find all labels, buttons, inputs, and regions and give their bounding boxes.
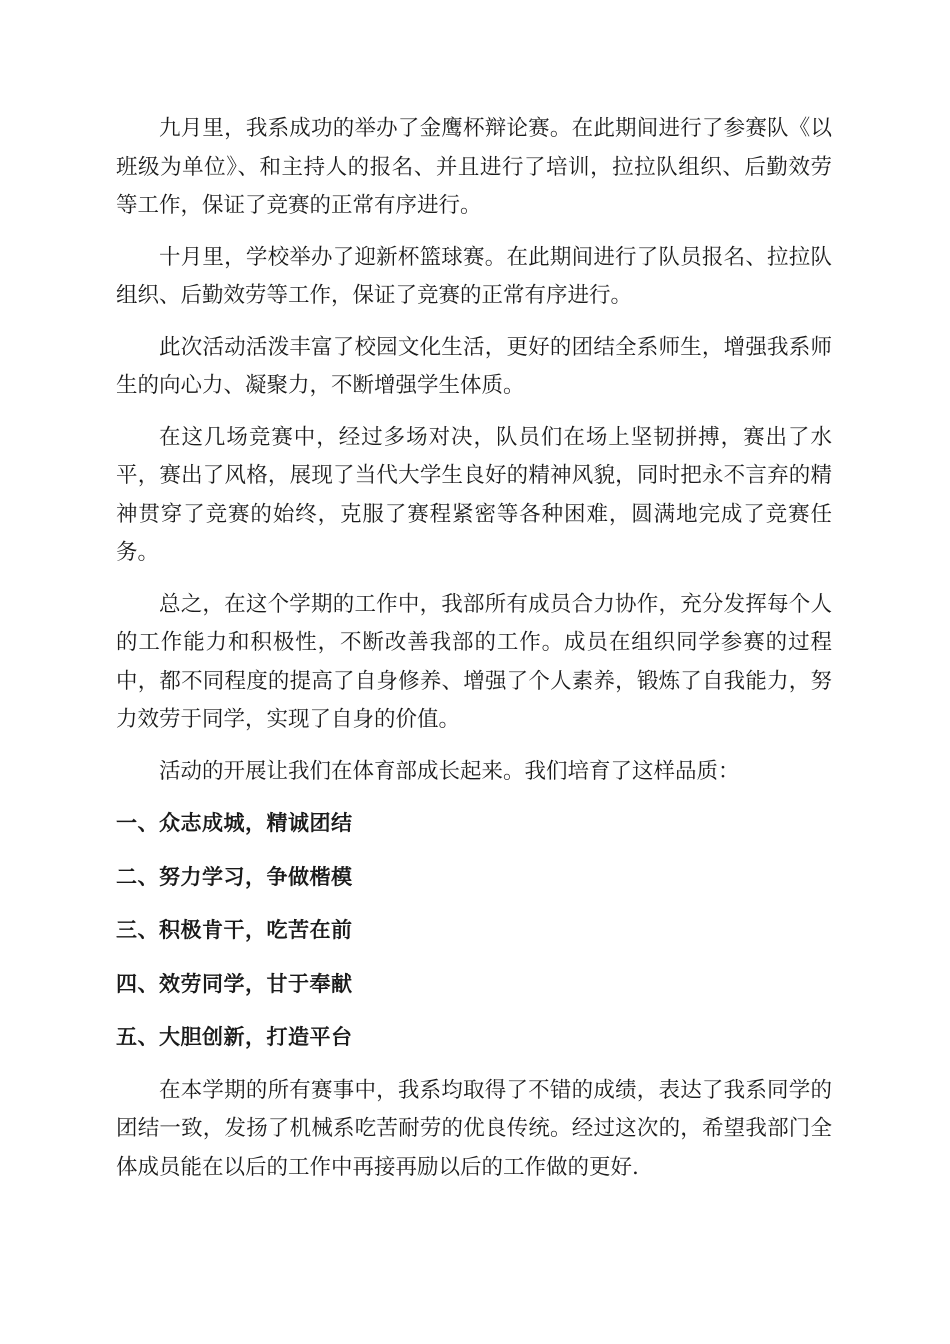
quality-item-5: 五、大胆创新，打造平台 (116, 1025, 353, 1049)
paragraph-debate-contest: 九月里，我系成功的举办了金鹰杯辩论赛。在此期间进行了参赛队《以班级为单位》、和主持人的报名、并且进行了培训，拉拉队组织、后勤效劳等工作，保证了竞赛的正常有序进行。 (116, 116, 832, 218)
paragraph-basketball-contest: 十月里，学校举办了迎新杯篮球赛。在此期间进行了队员报名、拉拉队组织、后勤效劳等工作，保证了竞赛的正常有序进行。 (116, 244, 832, 308)
quality-item-2: 二、努力学习，争做楷模 (116, 864, 353, 889)
paragraph-qualities-intro: 活动的开展让我们在体育部成长起来。我们培育了这样品质： (159, 758, 740, 784)
quality-item-3: 三、积极肯干，吃苦在前 (116, 918, 353, 942)
paragraph-summary: 总之，在这个学期的工作中，我部所有成员合力协作，充分发挥每个人的工作能力和积极性，不断改善我部的工作。成员在组织同学参赛的过程中，都不同程度的提高了自身修养、增强了个人素养，锻炼了自我能力，努力效劳于同学，实现了自身的价值。 (116, 591, 832, 732)
quality-item-1: 一、众志成城，精诚团结 (116, 811, 353, 835)
paragraph-activity-impact: 此次活动活泼丰富了校园文化生活，更好的团结全系师生，增强我系师生的向心力、凝聚力，不断增强学生体质。 (116, 334, 832, 398)
document-page (116, 110, 832, 1200)
quality-item-4: 四、效劳同学，甘于奉献 (116, 971, 353, 996)
paragraph-competition-spirit: 在这几场竞赛中，经过多场对决，队员们在场上坚韧拼搏，赛出了水平，赛出了风格，展现了当代大学生良好的精神风貌，同时把永不言弃的精神贯穿了竞赛的始终，克服了赛程紧密等各种困难，圆满地完成了竞赛任务。 (116, 424, 832, 565)
paragraph-closing: 在本学期的所有赛事中，我系均取得了不错的成绩，表达了我系同学的团结一致，发扬了机械系吃苦耐劳的优良传统。经过这次的，希望我部门全体成员能在以后的工作中再接再励以后的工作做的更好. (116, 1077, 832, 1180)
